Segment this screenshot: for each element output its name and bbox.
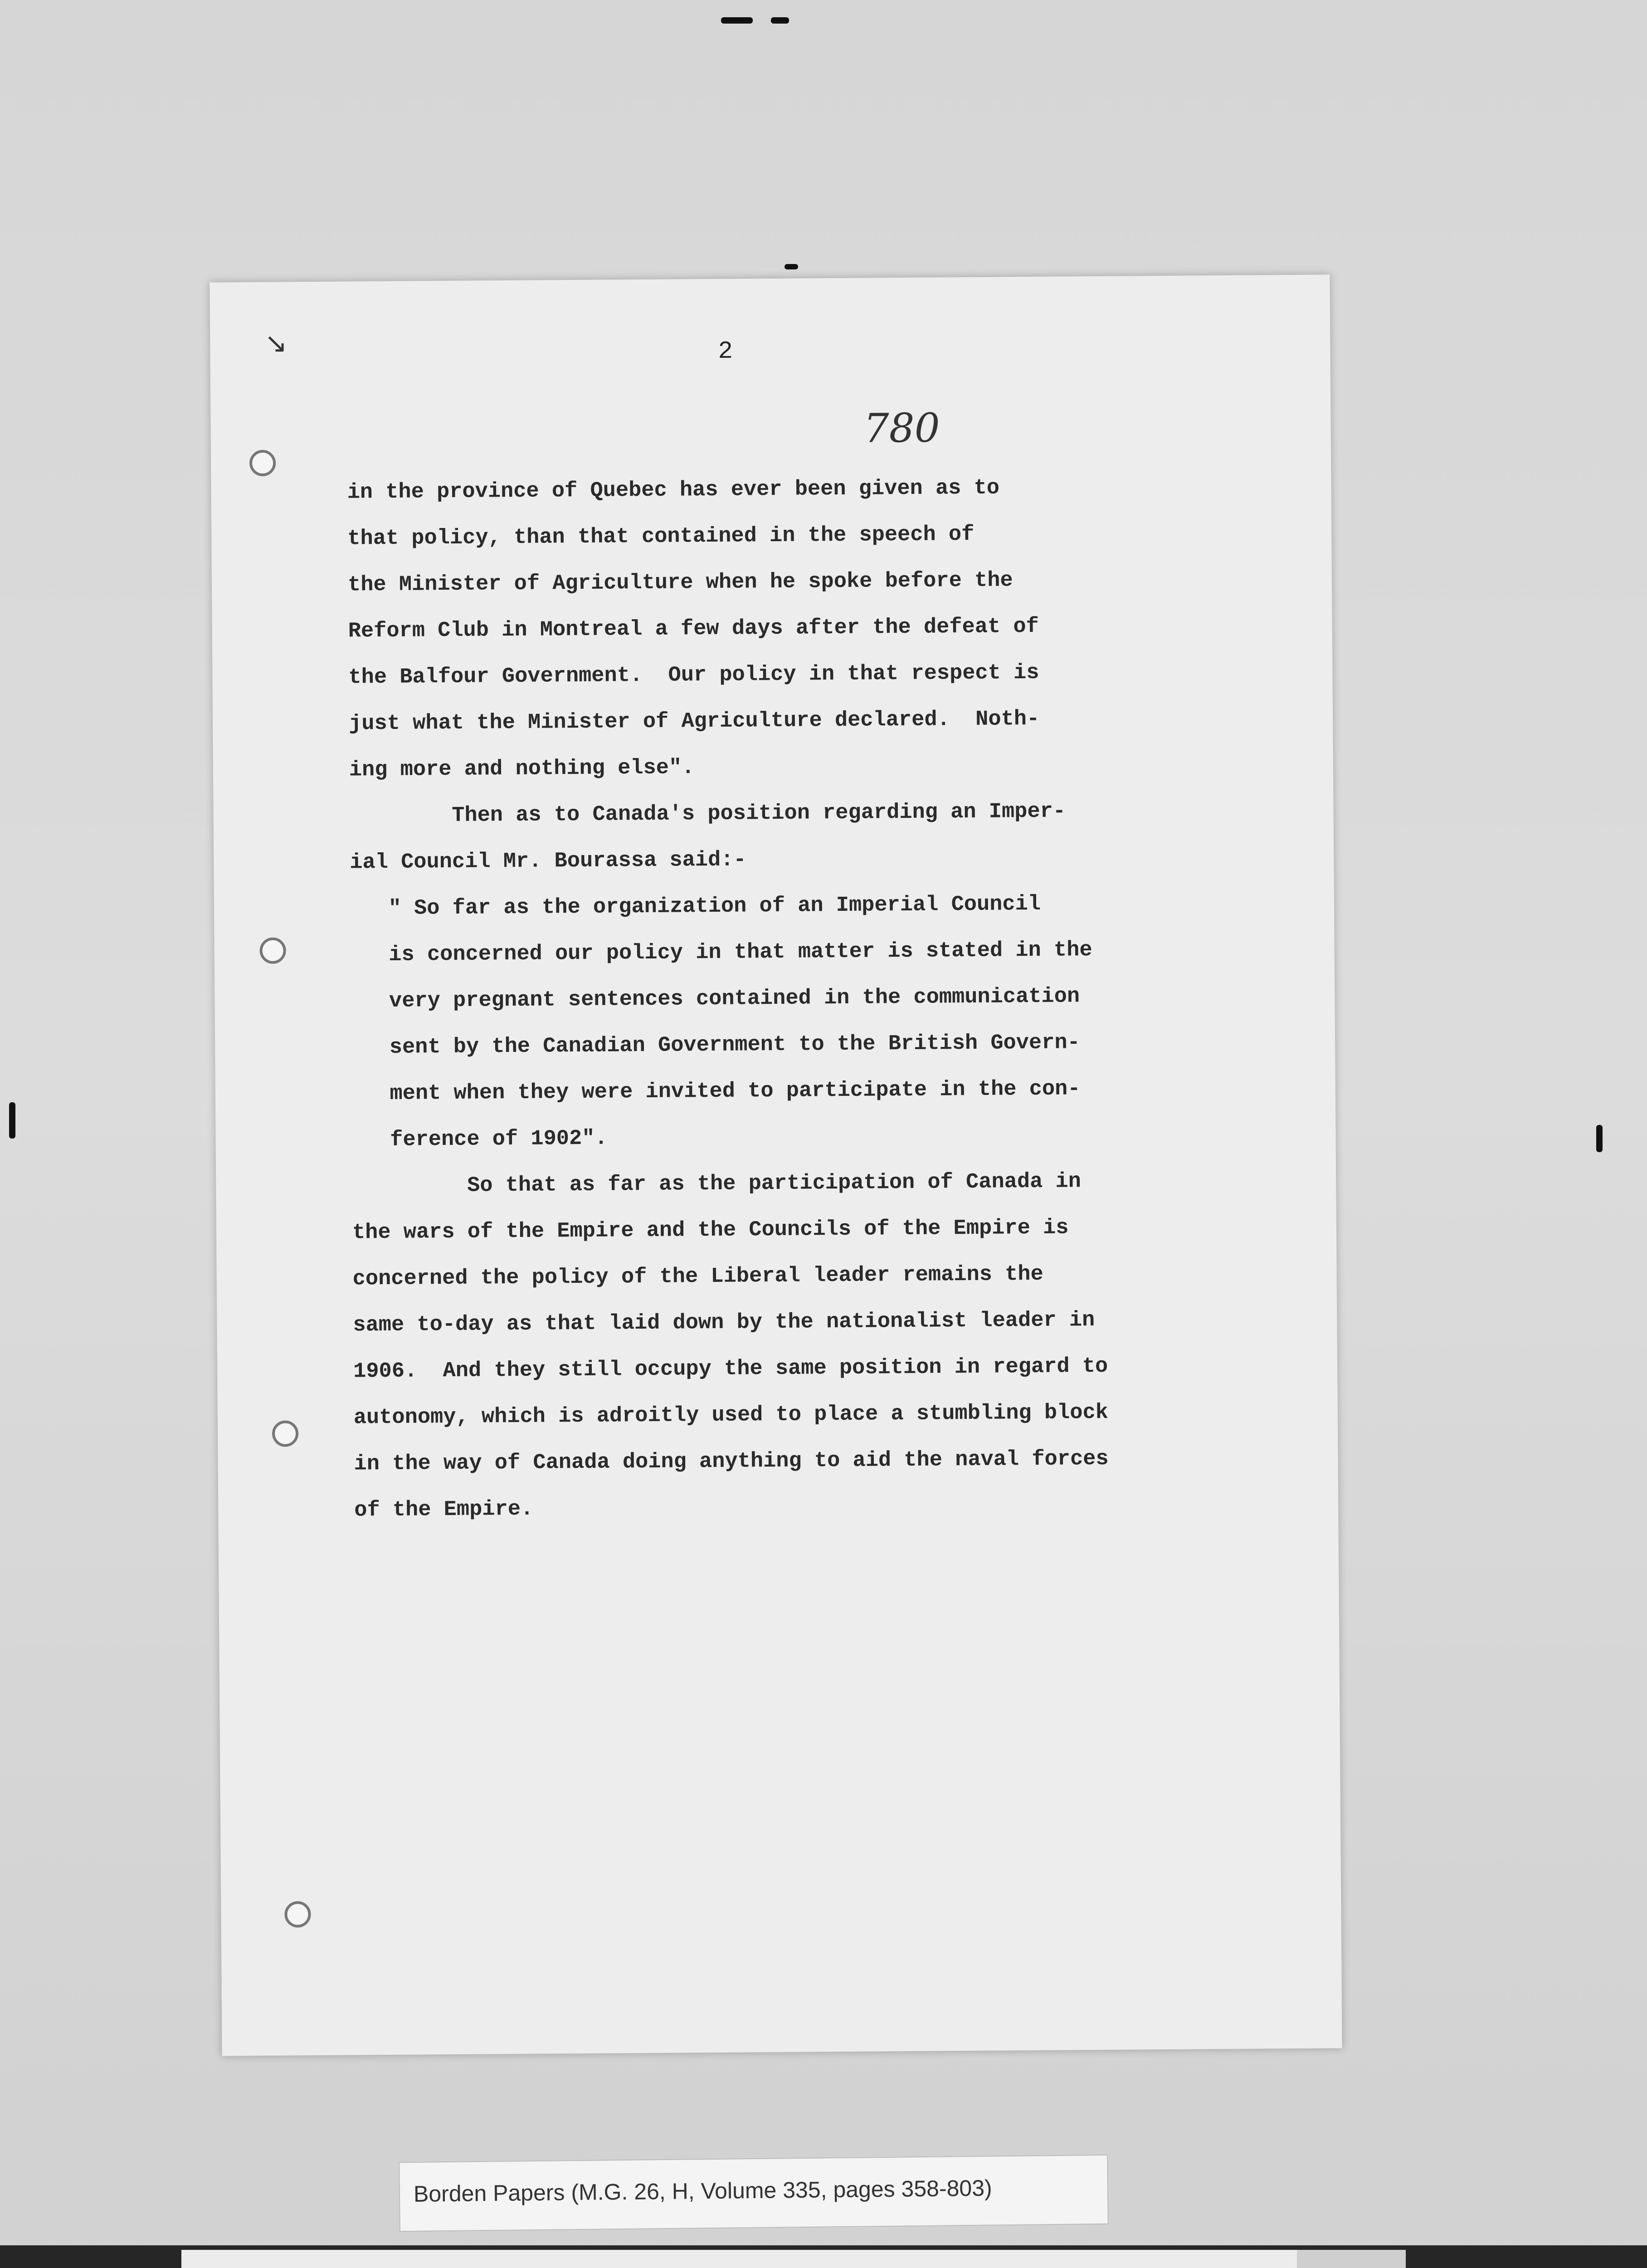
collection-label	[399, 2155, 1109, 2232]
text-line: that policy, than that contained in the speech of	[347, 522, 975, 551]
text-line: So that as far as the participation of Canada in	[352, 1169, 1082, 1199]
text-line: in the province of Quebec has ever been given as to	[347, 476, 1000, 505]
text-line: Then as to Canada's position regarding an Imper-	[349, 799, 1066, 829]
text-line: the Balfour Government. Our policy in that respect is	[348, 660, 1039, 690]
punch-hole	[284, 1901, 311, 1927]
text-line: concerned the policy of the Liberal leader remains the	[352, 1262, 1043, 1291]
text-line: just what the Minister of Agriculture declared. Noth-	[348, 707, 1040, 736]
text-line: in the way of Canada doing anything to aid the naval forces	[354, 1447, 1109, 1476]
film-mark-upper	[785, 264, 798, 269]
film-mark-top-right	[771, 17, 789, 24]
text-line: ference of 1902".	[351, 1126, 608, 1153]
text-line: ing more and nothing else".	[349, 756, 695, 782]
text-line: very pregnant sentences contained in the communication	[351, 984, 1080, 1014]
typed-text-body	[347, 463, 1288, 1534]
folio-number: 780	[863, 404, 940, 452]
film-mark-right	[1596, 1125, 1603, 1152]
text-line: 1906. And they still occupy the same position in regard to	[353, 1354, 1108, 1384]
text-line: ment when they were invited to participate in the con-	[351, 1077, 1081, 1106]
text-line: autonomy, which is adroitly used to place a stumbling block	[353, 1400, 1109, 1430]
text-line: is concerned our policy in that matter is stated in the	[350, 938, 1092, 968]
text-line: the wars of the Empire and the Councils of the Empire is	[352, 1216, 1069, 1245]
text-line: sent by the Canadian Government to the British Govern-	[351, 1031, 1080, 1060]
page-number: 2	[718, 337, 733, 366]
text-line: " So far as the organization of an Imperial Council	[350, 892, 1041, 921]
card-tab	[1297, 2250, 1406, 2268]
text-line: same to-day as that laid down by the nationalist leader in	[353, 1308, 1095, 1338]
punch-hole	[272, 1420, 298, 1447]
film-mark-top	[721, 17, 753, 24]
corner-mark-icon: ↘	[264, 327, 287, 359]
document-page	[210, 274, 1342, 2056]
collection-label-text: Borden Papers (M.G. 26, H, Volume 335, pages 358-803)	[413, 2175, 992, 2207]
punch-hole	[249, 450, 276, 476]
text-line: of the Empire.	[354, 1497, 534, 1523]
archives-card	[181, 2250, 1406, 2268]
film-mark-left	[9, 1102, 15, 1139]
text-line: Reform Club in Montreal a few days after the defeat of	[348, 614, 1039, 644]
text-line: ial Council Mr. Bourassa said:-	[350, 848, 746, 875]
text-line: the Minister of Agriculture when he spoke before the	[347, 568, 1013, 597]
punch-hole	[259, 938, 286, 964]
